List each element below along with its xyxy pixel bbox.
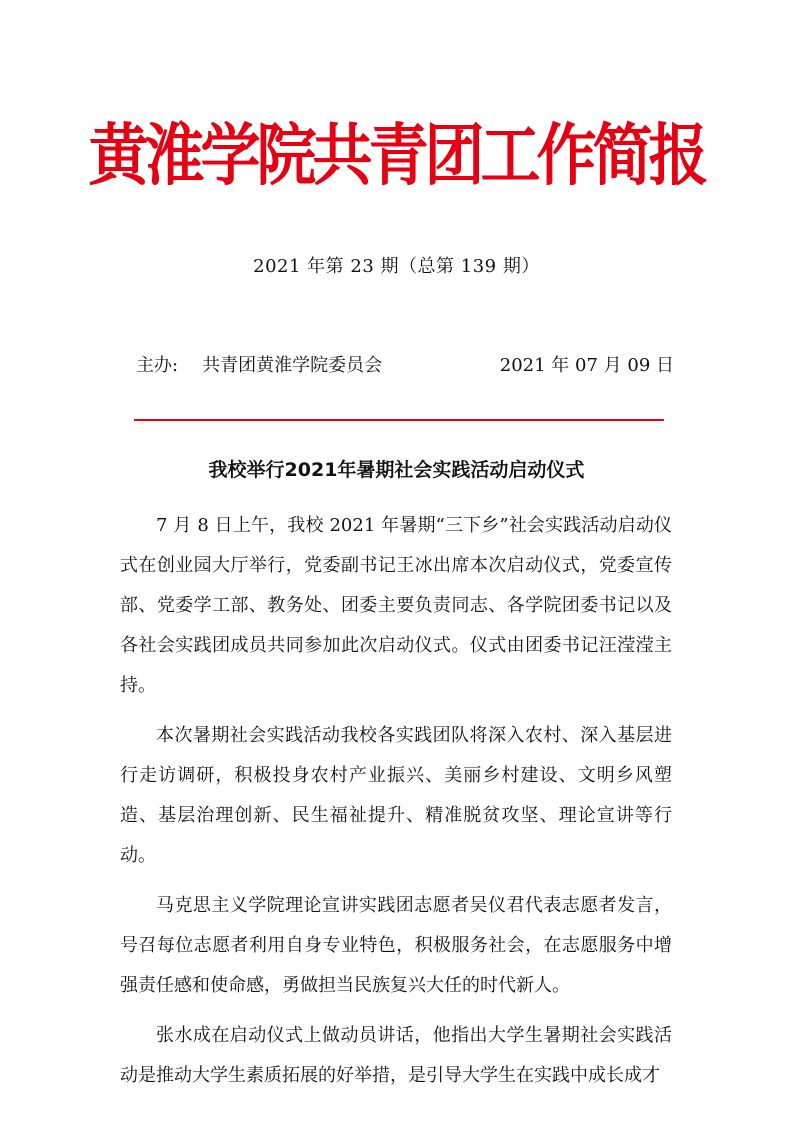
article-paragraph: 本次暑期社会实践活动我校各实践团队将深入农村、深入基层进行走访调研，积极投身农村产业振兴、美丽乡村建设、文明乡风塑造、基层治理创新、民生福祉提升、精准脱贫攻坚、理论宣讲等行动。: [120, 725, 672, 866]
article-paragraph: 马克思主义学院理论宣讲实践团志愿者吴仪君代表志愿者发言，号召每位志愿者利用自身专业特色，积极服务社会，在志愿服务中增强责任感和使命感，勇做担当民族复兴大任的时代新人。: [120, 895, 672, 996]
sponsor-label: 主办:: [136, 355, 179, 376]
newsletter-masthead: 黄淮学院共青团工作简报: [88, 116, 705, 196]
sponsor-org: 共青团黄淮学院委员会: [202, 355, 383, 376]
issue-number: 2021 年第 23 期（总第 139 期）: [253, 256, 540, 277]
sponsor-info: [136, 352, 382, 380]
article-body: [120, 506, 672, 1106]
red-divider: [134, 419, 664, 421]
sponsor-line: [136, 352, 674, 380]
publish-date: 2021 年 07 月 09 日: [499, 355, 674, 376]
article-paragraph: 7 月 8 日上午，我校 2021 年暑期“三下乡”社会实践活动启动仪式在创业园大厅举行，党委副书记王冰出席本次启动仪式，党委宣传部、党委学工部、教务处、团委主要负责同志、各学院团委书记以及各社会实践团成员共同参加此次启动仪式。仪式由团委书记汪滢滢主持。: [120, 515, 672, 696]
article-paragraph: 张水成在启动仪式上做动员讲话，他指出大学生暑期社会实践活动是推动大学生素质拓展的好举措，是引导大学生在实践中成长成才: [120, 1025, 672, 1086]
article-title: 我校举行2021年暑期社会实践活动启动仪式: [208, 459, 585, 481]
